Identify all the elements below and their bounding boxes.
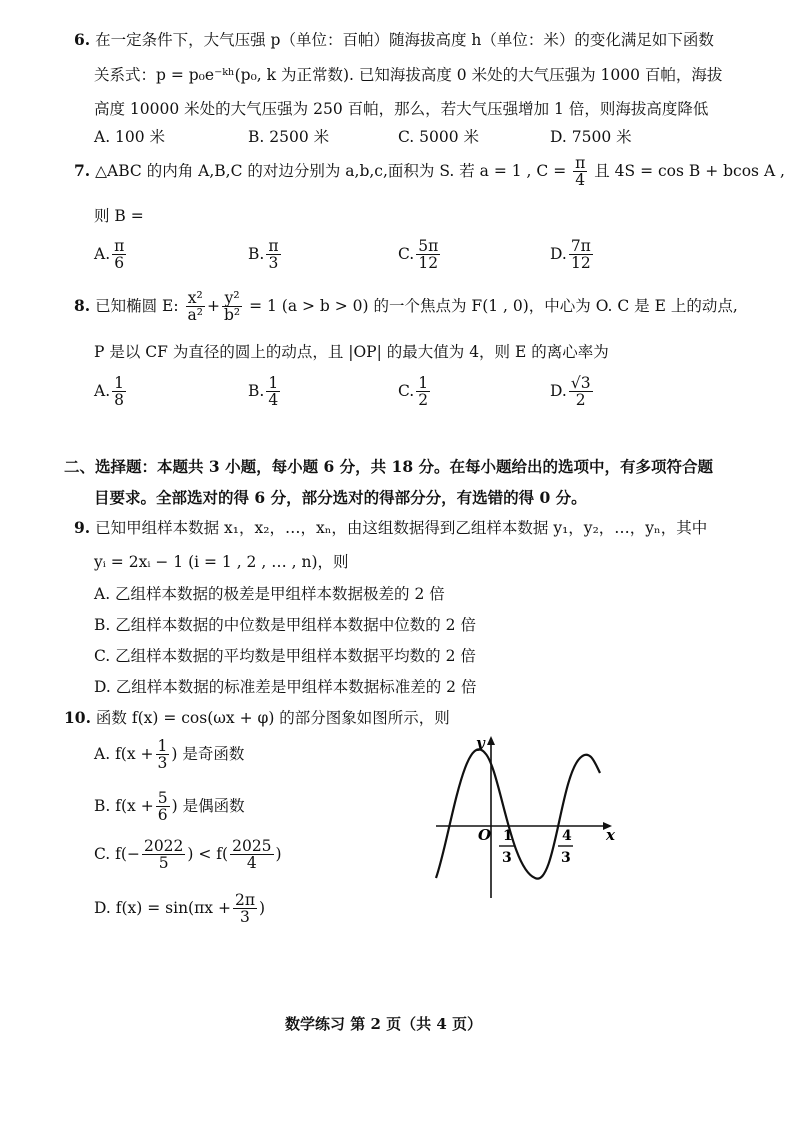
q7-text-a: △ABC 的内角 A,B,C 的对边分别为 a,b,c,面积为 S. 若 a = 1 , C = [95,161,567,180]
graph-tick2-num: 4 [562,828,572,844]
q6-option-d: D. 7500 米 [550,128,632,146]
q9-text-line1: 已知甲组样本数据 x₁，x₂，…，xₙ，由这组数据得到乙组样本数据 y₁，y₂，…，yₙ，其中 [95,519,708,537]
q8-option-a: A. $\frac{1}{8}$ [94,374,124,410]
q8-option-b: B. $\frac{1}{4}$ [248,374,279,410]
q6-line3: 高度 10000 米处的大气压强为 250 百帕，那么，若大气压强增加 1 倍，则海拔高度降低 [94,100,709,118]
q7-line2: 则 B = [94,207,144,225]
q10-option-b: B. f(x + $\frac{5}{6}$ ) 是偶函数 [94,789,245,825]
q6-option-a: A. 100 米 [94,128,166,146]
q8-line1: 8. 已知椭圆 E: $\frac{\text{x²}}{\text{a²}}$ + $\frac{\text{y²}}{\text{b²}}$ = 1 (a > b > 0) 的一个焦点为 F(1 , 0)，中心为 O. C 是 E 上的动点, [74,289,738,325]
q10-number: 10. [64,708,91,727]
graph-tick1-num: 1 [503,828,513,844]
q8-y-fraction: $\frac{\text{y²}}{\text{b²}}$ [224,289,241,325]
graph-tick2-den: 3 [561,850,571,866]
q9-option-d: D. 乙组样本数据的标准差是甲组样本数据标准差的 2 倍 [94,678,477,696]
q7-option-c: C. $\frac{5\pi}{12}$ [398,237,439,273]
q6-option-b: B. 2500 米 [248,128,330,146]
q7-text-b: 且 4S = cos B + bcos A , [594,161,785,180]
graph-y-label: y [476,734,485,752]
q8-text-b: = 1 (a > b > 0) 的一个焦点为 F(1 , 0)，中心为 O. C 是 E 上的动点, [249,296,738,315]
q10-line1 [64,706,450,728]
q9-line2: yᵢ = 2xᵢ − 1 (i = 1 , 2 , … , n)，则 [94,553,349,571]
q10-cosine-graph [430,728,630,903]
q6-number: 6. [74,30,91,49]
q7-option-a: A. $\frac{\pi}{6}$ [94,237,125,273]
q6-line1 [74,28,714,50]
q7-option-b: B. $\frac{\pi}{3}$ [248,237,279,273]
graph-x-label: x [606,826,615,844]
q10-option-a: A. f(x + $\frac{1}{3}$ ) 是奇函数 [94,737,245,773]
q8-x-fraction: $\frac{\text{x²}}{\text{a²}}$ [187,289,203,325]
q10-text: 函数 f(x) = cos(ωx + φ) 的部分图象如图所示，则 [95,709,450,727]
q6-option-c: C. 5000 米 [398,128,480,146]
section2-heading-line2: 目要求。全部选对的得 6 分，部分选对的得部分分，有选错的得 0 分。 [94,488,587,507]
graph-tick1-den: 3 [502,850,512,866]
q7-option-d: D. $\frac{7\pi}{12}$ [550,237,591,273]
page-footer: 数学练习 第 2 页（共 4 页） [285,1015,482,1033]
q9-number: 9. [74,518,91,537]
q10-option-d: D. f(x) = sin(πx + $\frac{2\pi}{3}$ ) [94,891,266,927]
q9-option-c: C. 乙组样本数据的平均数是甲组样本数据平均数的 2 倍 [94,647,476,665]
q8-option-d: D. $\frac{√3}{2}$ [550,374,591,410]
q7-angle-fraction: $\frac{\pi}{4}$ [575,154,586,190]
section2-heading-line1: 二、选择题：本题共 3 小题，每小题 6 分，共 18 分。在每小题给出的选项中，有多项符合题 [64,457,714,476]
q8-option-c: C. $\frac{1}{2}$ [398,374,429,410]
q9-option-a: A. 乙组样本数据的极差是甲组样本数据极差的 2 倍 [94,585,445,603]
q8-line2: P 是以 CF 为直径的圆上的动点，且 |OP| 的最大值为 4，则 E 的离心率为 [94,343,609,361]
q7-number: 7. [74,160,91,180]
q8-text-a: 已知椭圆 E: [95,296,179,315]
graph-curve [436,749,600,878]
graph-origin-label: O [478,826,492,844]
q8-number: 8. [74,295,91,315]
q6-line2: 关系式：p = p₀e⁻ᵏʰ(p₀, k 为正常数). 已知海拔高度 0 米处的大气压强为 1000 百帕，海拔 [94,66,723,84]
q9-line1 [74,516,707,538]
q7-line1 [74,155,785,189]
q10-option-c: C. f(− $\frac{2022}{5}$ ) < f( $\frac{2025}{4}$ ) [94,837,282,873]
graph-y-arrow [487,736,495,745]
q6-text-line1: 在一定条件下，大气压强 p（单位：百帕）随海拔高度 h（单位：米）的变化满足如下函数 [95,31,714,49]
q9-option-b: B. 乙组样本数据的中位数是甲组样本数据中位数的 2 倍 [94,616,476,634]
